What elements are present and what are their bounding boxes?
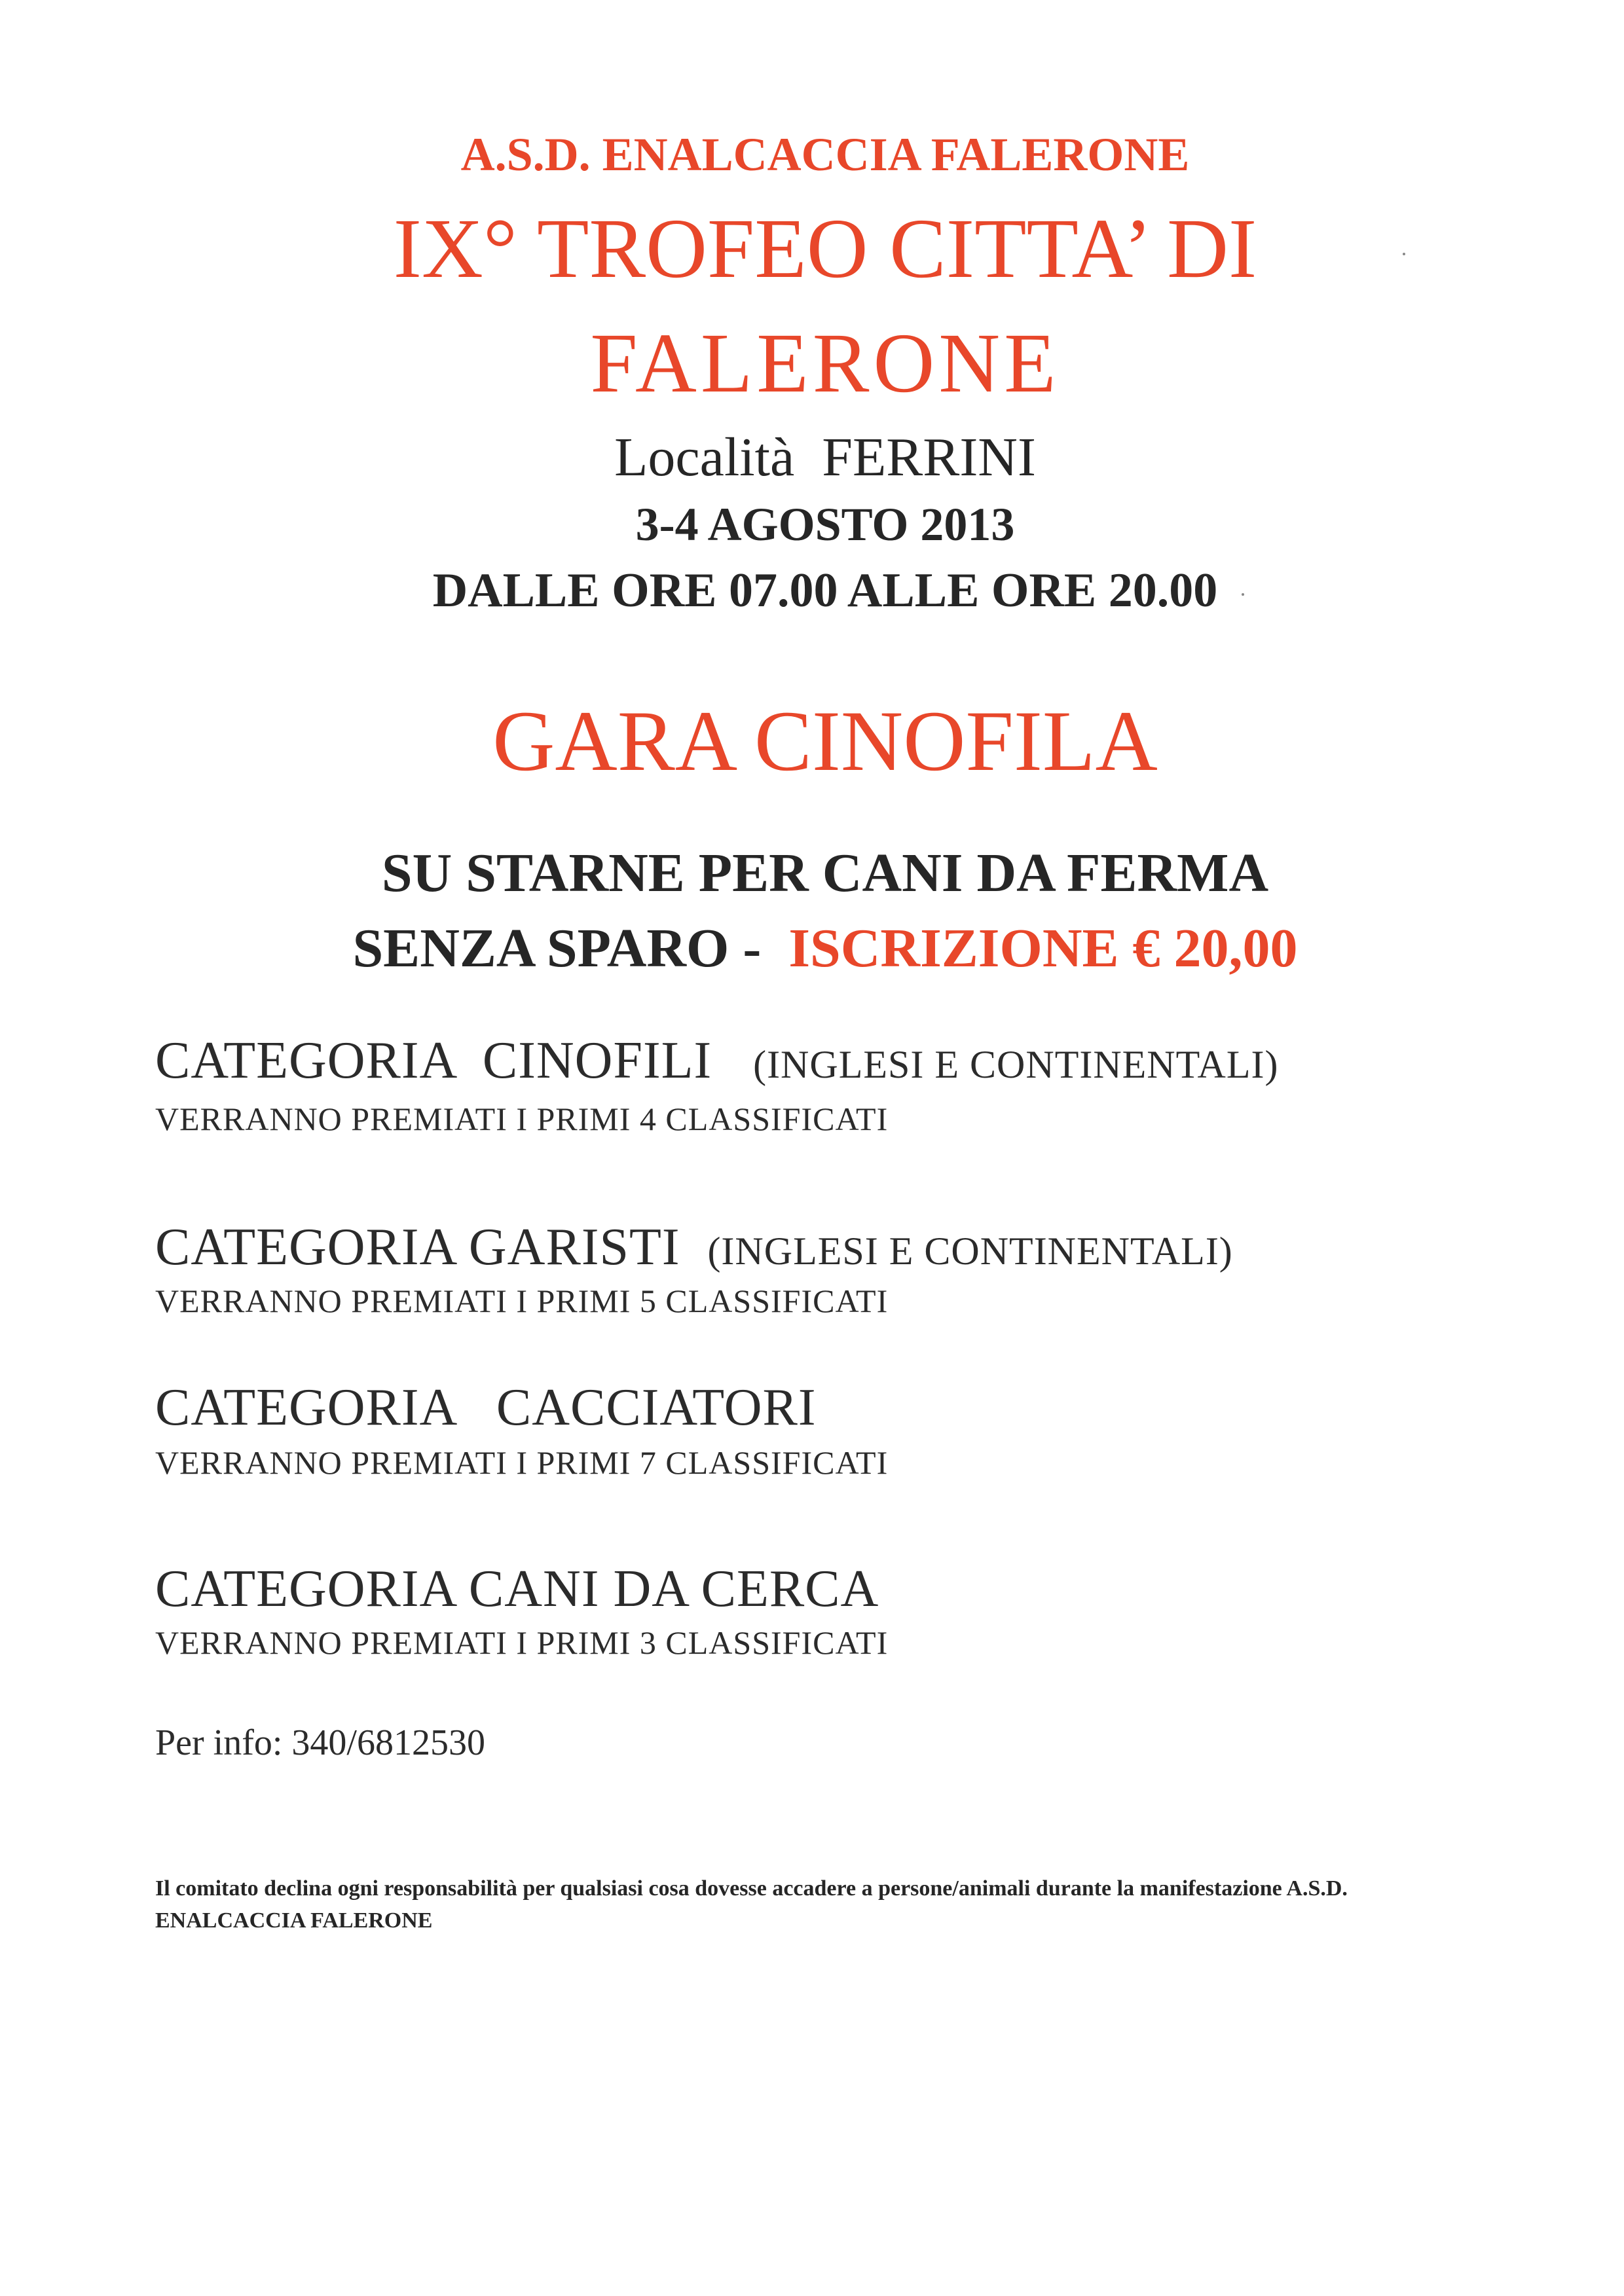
- category-note: (INGLESI E CONTINENTALI): [707, 1230, 1233, 1273]
- trophy-title-line1: IX° TROFEO CITTA’ DI: [393, 202, 1257, 296]
- event-hours: DALLE ORE 07.00 ALLE ORE 20.00: [432, 564, 1218, 617]
- category-cinofili-prize: VERRANNO PREMIATI I PRIMI 4 CLASSIFICATI: [155, 1101, 889, 1137]
- disclaimer: Il comitato declina ogni responsabilità per qualsiasi cosa dovesse accadere a persone/animali durante la manifestazione A.S.D. ENALCACCIA FALERONE: [155, 1876, 1348, 1933]
- category-cani-da-cerca-title: CATEGORIA CANI DA CERCA: [155, 1560, 879, 1618]
- category-garisti-prize: VERRANNO PREMIATI I PRIMI 5 CLASSIFICATI: [155, 1283, 889, 1319]
- category-cacciatori-title: CATEGORIA CACCIATORI: [155, 1379, 817, 1436]
- event-title: GARA CINOFILA: [492, 693, 1158, 789]
- category-cani-da-cerca-prize: VERRANNO PREMIATI I PRIMI 3 CLASSIFICATI: [155, 1624, 889, 1661]
- category-note: (INGLESI E CONTINENTALI): [753, 1043, 1279, 1086]
- event-description-line2: [13, 917, 1624, 980]
- event-dates: 3-4 AGOSTO 2013: [635, 498, 1015, 551]
- event-location: Località FERRINI: [614, 427, 1036, 488]
- category-name: CATEGORIA CINOFILI: [155, 1032, 712, 1089]
- organization-name: A.S.D. ENALCACCIA FALERONE: [460, 128, 1190, 181]
- category-cacciatori-prize: VERRANNO PREMIATI I PRIMI 7 CLASSIFICATI: [155, 1444, 889, 1481]
- category-name: CATEGORIA GARISTI: [155, 1218, 680, 1276]
- contact-info: Per info: 340/6812530: [155, 1722, 485, 1763]
- category-cinofili-title: [155, 1031, 1278, 1091]
- category-garisti-title: [155, 1218, 1233, 1277]
- description-prefix: SENZA SPARO -: [352, 918, 775, 979]
- registration-fee: ISCRIZIONE € 20,00: [788, 918, 1298, 979]
- event-description-line1: SU STARNE PER CANI DA FERMA: [381, 843, 1269, 903]
- scan-speck: [1242, 593, 1244, 596]
- scan-speck: [1403, 253, 1405, 255]
- trophy-title-line2: FALERONE: [590, 316, 1060, 410]
